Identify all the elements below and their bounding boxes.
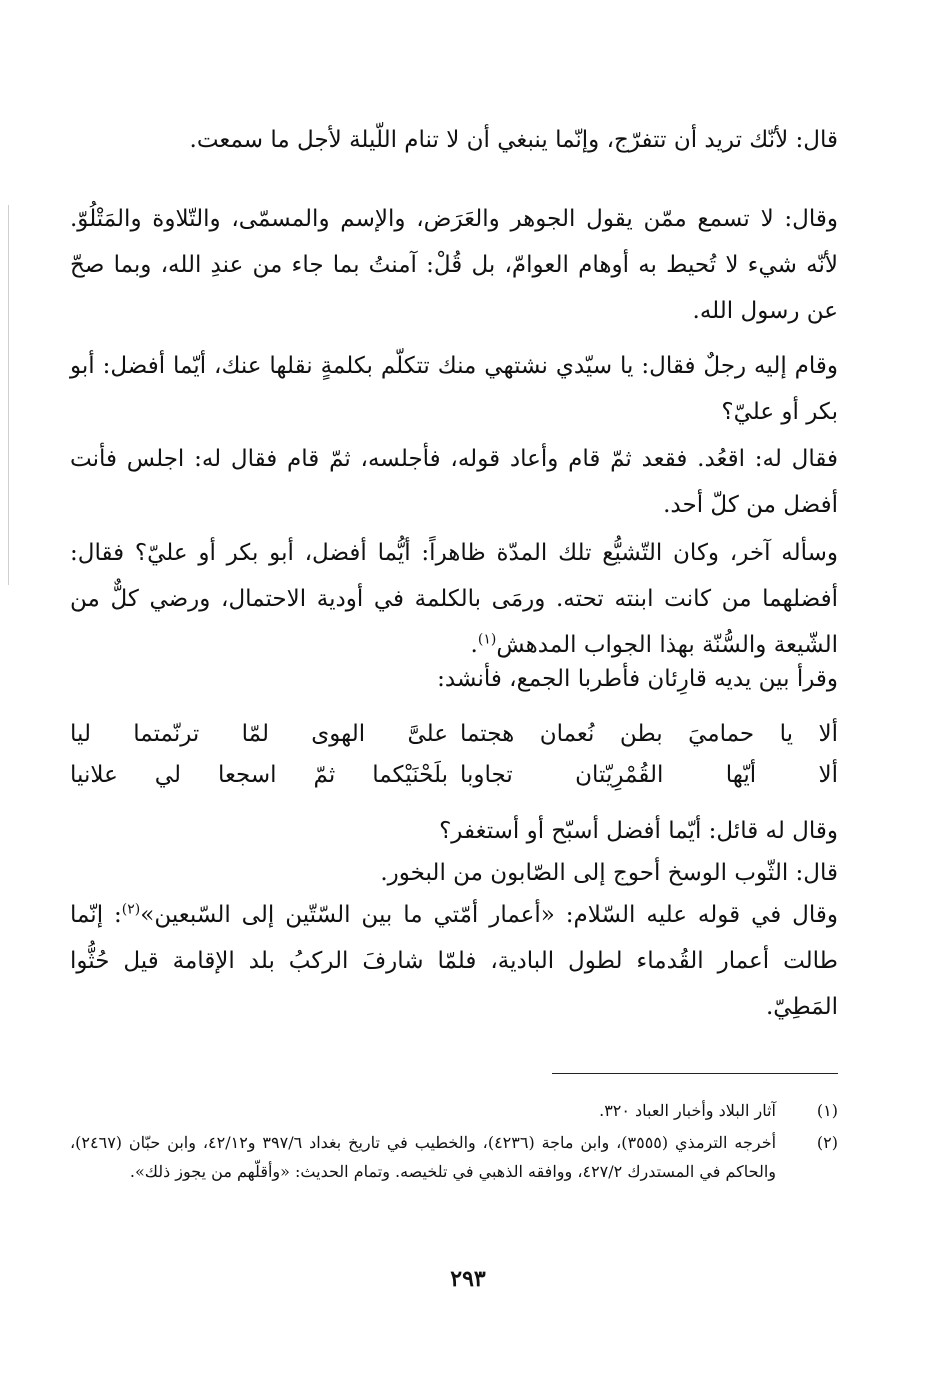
verse-2	[70, 755, 838, 795]
verse-2-second-hemistich: بلَحْنَيْكما ثمّ اسجعا لي علانيا	[70, 762, 448, 788]
paragraph-9	[70, 892, 838, 1030]
verse-1	[70, 714, 838, 754]
footnote-1-text: آثار البلاد وأخبار العباد ٣٢٠.	[599, 1101, 776, 1120]
page-number: ٢٩٣	[450, 1266, 486, 1292]
verse-1-first-hemistich: ألا يا حماميَ بطن نُعمان هجتما	[460, 721, 838, 747]
paragraph-9-text-continued: : إنّما طالت أعمار القُدماء لطول البادية، فلمّا شارفَ الركبُ بلد الإقامة قيل حُثُّوا المَطِيّ.	[70, 902, 838, 1020]
paragraph-8-text: قال: الثّوب الوسخ أحوج إلى الصّابون من البخور.	[380, 860, 838, 886]
paragraph-4-text: فقال له: اقعُد. فقعد ثمّ قام وأعاد قوله، فأجلسه، ثمّ قام فقال له: اجلس فأنت أفضل من كلّ أحد.	[70, 446, 838, 518]
footnote-separator	[552, 1073, 838, 1074]
paragraph-8	[70, 850, 838, 896]
footnote-2-number: (٢)	[816, 1133, 838, 1152]
paragraph-2-text: وقال: لا تسمع ممّن يقول الجوهر والعَرَض، والإسم والمسمّى، والتّلاوة والمَتْلُوّ. لأنّه شيء لا تُحيط به أوهام العوامّ، بل قُلْ: آمنتُ بما جاء من عندِ الله، وبما صحّ عن رسول الله.	[70, 206, 838, 324]
footnote-1-number: (١)	[816, 1101, 838, 1120]
paragraph-2	[70, 196, 838, 334]
verse-1-second-hemistich: علىَّ الهوى لمّا ترنّمتما ليا	[70, 721, 448, 747]
footnote-2	[70, 1128, 838, 1186]
verse-2-first-hemistich: ألا أيّها القُمْرِيّتان تجاوبا	[460, 762, 838, 788]
footnote-1	[70, 1096, 838, 1125]
footnote-ref-1[interactable]: (١)	[477, 631, 497, 648]
paragraph-6-text: وقرأ بين يديه قارِئان فأطربا الجمع، فأنشد:	[437, 666, 838, 692]
paragraph-9-text: وقال في قوله عليه السّلام: «أعمار أمّتي ما بين السّتّين إلى السّبعين»	[140, 902, 838, 928]
paragraph-5: وسأله آخر، وكان التّشيُّع تلك المدّة ظاهراً: أيُّما أفضل، أبو بكر أو عليّ؟ فقال: أفضلهما من كانت ابنته تحته. ورمَى بالكلمة في أودية الاحتمال، ورضي كلٌّ من الشّيعة والسُّنّة بهذا الجواب المدهش$^{(١)}$.	[70, 540, 838, 658]
paragraph-5-text: وسأله آخر، وكان التّشيُّع تلك المدّة ظاهراً: أيُّما أفضل، أبو بكر أو عليّ؟ فقال: أفضلهما من كانت ابنته تحته. ورمَى بالكلمة في أودية الاحتمال، ورضي كلٌّ من الشّيعة والسُّنّة بهذا الجواب المدهش	[70, 540, 838, 658]
paragraph-4	[70, 436, 838, 528]
paragraph-3	[70, 343, 838, 435]
footnote-2-text: أخرجه الترمذي (٣٥٥٥)، وابن ماجة (٤٢٣٦)، والخطيب في تاريخ بغداد ٣٩٧/٦ و٤٢/١٢، وابن حبّان (٢٤٦٧)، والحاكم في المستدرك ٤٢٧/٢، ووافقه الذهبي في تلخيصه. وتمام الحديث: «وأقلّهم من يجوز ذلك».	[70, 1133, 777, 1181]
paragraph-3-text: وقام إليه رجلٌ فقال: يا سيّدي نشتهي منك تتكلّم بكلمةٍ نقلها عنك، أيّما أفضل: أبو بكر أو عليّ؟	[70, 353, 838, 425]
margin-line	[8, 205, 9, 585]
paragraph-1	[70, 117, 838, 163]
paragraph-7-text: وقال له قائل: أيّما أفضل أسبّح أو أستغفر؟	[439, 818, 838, 844]
paragraph-6	[70, 656, 838, 702]
paragraph-7	[70, 808, 838, 854]
paragraph-1-text: قال: لأنّك تريد أن تتفرّج، وإنّما ينبغي أن لا تنام اللّيلة لأجل ما سمعت.	[189, 127, 838, 153]
footnote-ref-2[interactable]: (٢)	[121, 901, 141, 918]
